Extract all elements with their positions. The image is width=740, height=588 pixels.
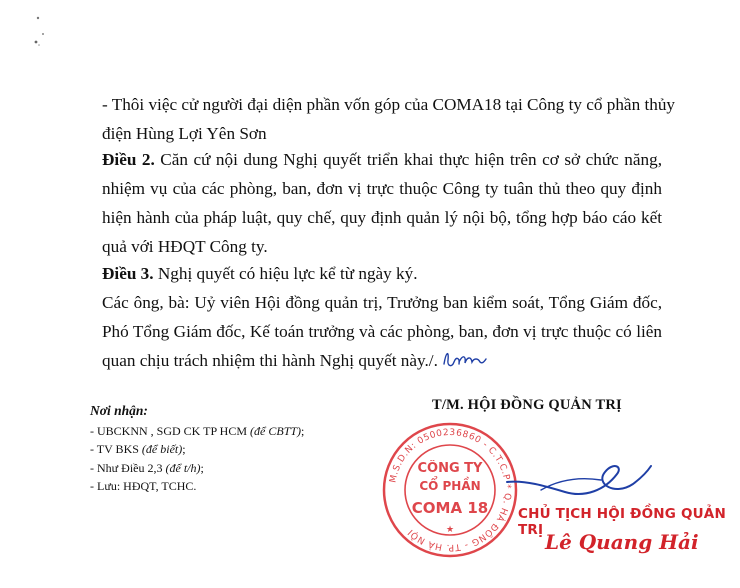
- article-3-heading: Điều 3.: [102, 264, 154, 283]
- body-line: Phó Tổng Giám đốc, Kế toán trưởng và các phòng, ban, đơn vị trực thuộc có liên: [102, 322, 662, 341]
- body-line: nhiệm vụ của các phòng, ban, đơn vị trực thuộc Công ty tuân thủ theo quy định: [102, 179, 662, 198]
- body-line: điện Hùng Lợi Yên Sơn: [102, 124, 267, 143]
- body-line: Căn cứ nội dung Nghị quyết triển khai thực hiện trên cơ sở chức năng,: [154, 150, 662, 169]
- body-line: - Thôi việc cử người đại diện phần vốn góp của COMA18 tại Công ty cổ phần thủy: [102, 95, 676, 114]
- recipient-item: - TV BKS (để biết);: [90, 442, 186, 456]
- seal-ring-text: M.S.D.N: 0500236860 - C.T.C.P * Q. HÀ ĐÔNG - TP. HÀ NỘI: [388, 427, 513, 553]
- seal-line-3: COMA 18: [411, 499, 489, 517]
- paragraph-article-3: [102, 259, 662, 288]
- chairman-title: CHỦ TỊCH HỘI ĐỒNG QUẢN TRỊ: [518, 506, 726, 538]
- recipients-block: [90, 402, 304, 496]
- seal-line-1: CÔNG TY: [417, 461, 483, 476]
- initials-mark: [440, 344, 490, 372]
- chairman-name: Lê Quang Hải: [545, 530, 699, 554]
- body-line: quả với HĐQT Công ty.: [102, 237, 268, 256]
- recipient-item: - UBCKNN , SGD CK TP HCM (để CBTT);: [90, 423, 305, 438]
- body-line: Nghị quyết có hiệu lực kể từ ngày ký.: [153, 264, 418, 283]
- body-line: Các ông, bà: Uỷ viên Hội đồng quản trị, Trưởng ban kiểm soát, Tổng Giám đốc,: [102, 293, 662, 312]
- body-line: quan chịu trách nhiệm thi hành Nghị quyết này./.: [102, 351, 438, 370]
- handwritten-signature: [505, 452, 655, 512]
- company-seal: [380, 420, 520, 560]
- board-title: T/M. HỘI ĐỒNG QUẢN TRỊ: [432, 397, 622, 413]
- scan-specks: [30, 12, 60, 52]
- paragraph-article-2: [102, 145, 662, 261]
- recipient-item: - Như Điều 2,3 (để t/h);: [90, 460, 204, 475]
- recipient-item: - Lưu: HĐQT, TCHC.: [90, 479, 197, 493]
- svg-text:★: ★: [445, 525, 455, 535]
- article-2-heading: Điều 2.: [102, 150, 155, 169]
- seal-line-2: CỔ PHẦN: [419, 479, 481, 493]
- recipients-title: Nơi nhận:: [90, 403, 148, 418]
- paragraph-resignation: [102, 90, 676, 148]
- paragraph-responsibility: [102, 288, 662, 375]
- body-line: hiện hành của pháp luật, quy chế, quy định quản lý nội bộ, tổng hợp báo cáo kết: [102, 208, 662, 227]
